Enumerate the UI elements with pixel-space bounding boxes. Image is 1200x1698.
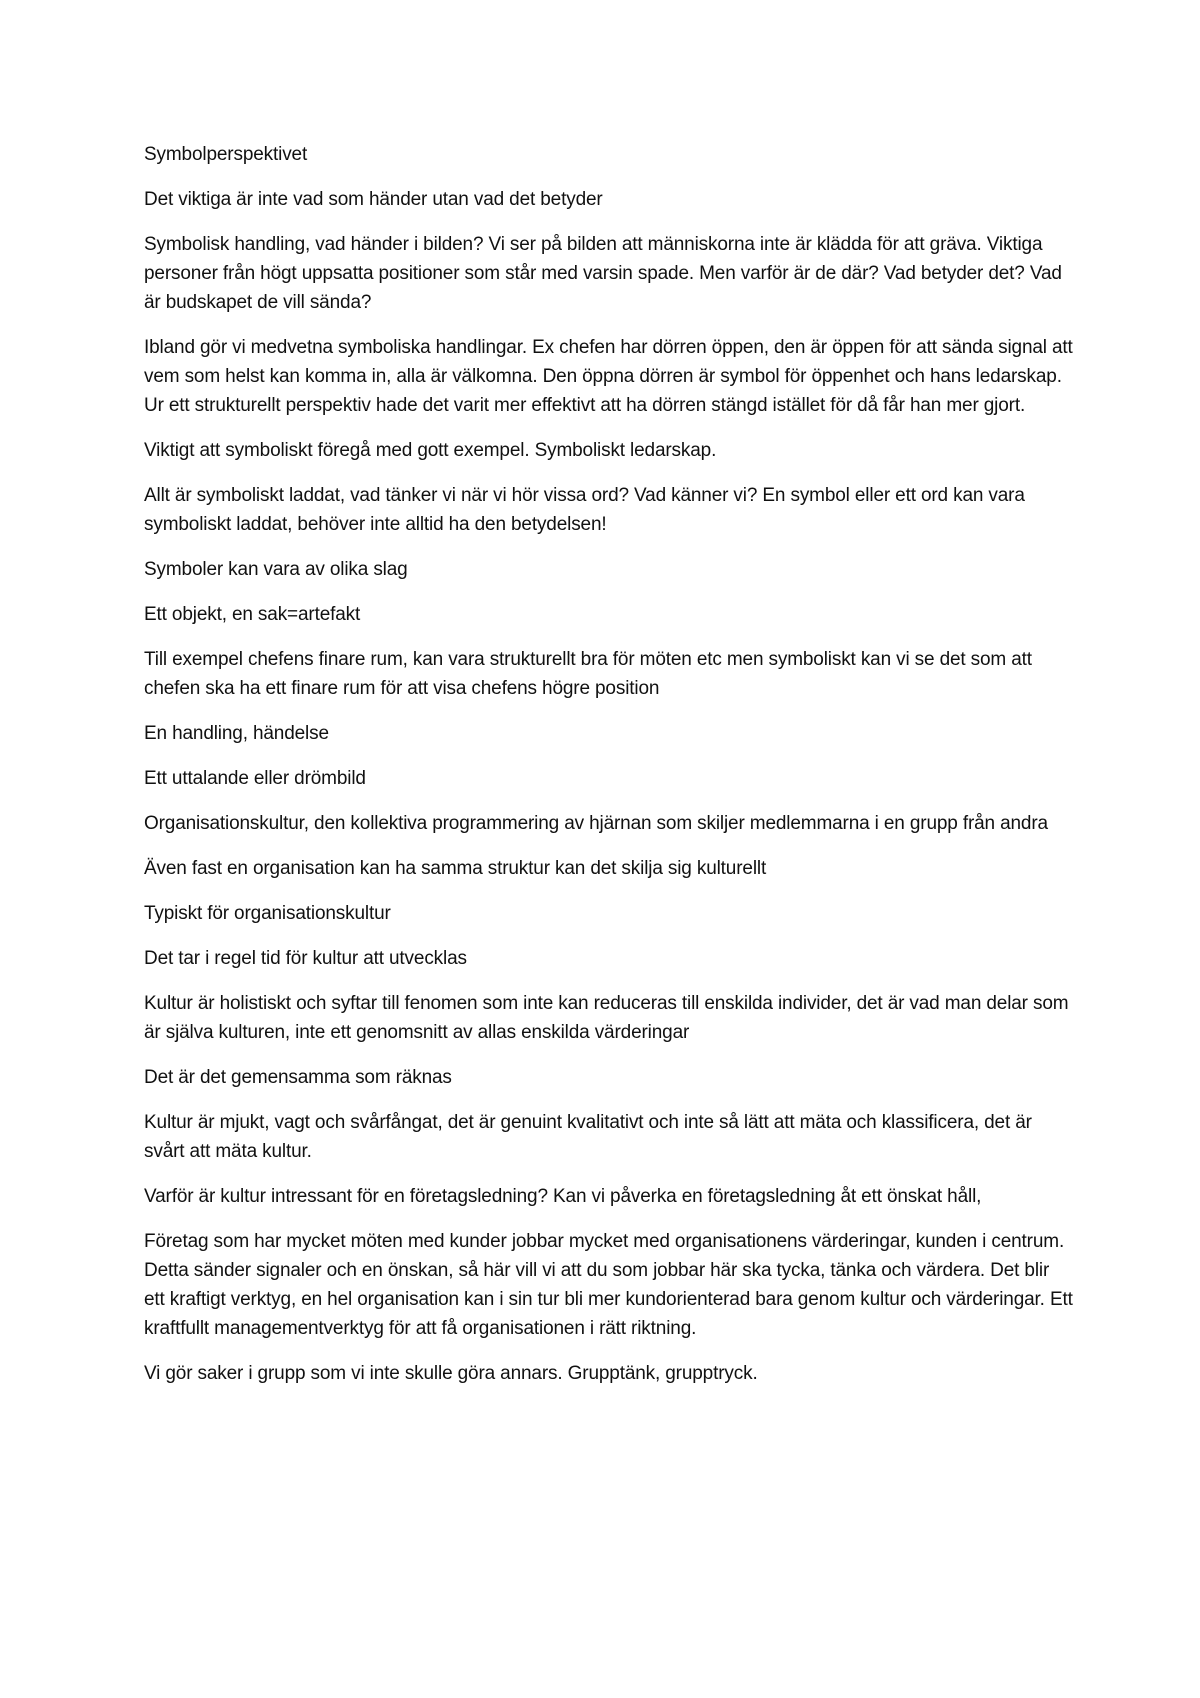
paragraph: Kultur är holistiskt och syftar till fenomen som inte kan reduceras till enskilda individer, det är vad man delar som är själva kulturen, inte ett genomsnitt av allas enskilda värderingar xyxy=(144,993,1069,1043)
paragraph: Det är det gemensamma som räknas xyxy=(144,1067,452,1088)
paragraph: Kultur är mjukt, vagt och svårfångat, det är genuint kvalitativt och inte så lätt att mäta och klassificera, det är svårt att mäta kultur. xyxy=(144,1112,1032,1162)
paragraph: Ett objekt, en sak=artefakt xyxy=(144,604,361,625)
document-body xyxy=(144,140,1074,1404)
paragraph: Organisationskultur, den kollektiva programmering av hjärnan som skiljer medlemmarna i en grupp från andra xyxy=(144,813,1048,834)
paragraph: Företag som har mycket möten med kunder jobbar mycket med organisationens värderingar, kunden i centrum. Detta sänder signaler och en önskan, så här vill vi att du som jobbar här ska tycka, tänka och värdera. Det blir ett kraftigt verktyg, en hel organisation kan i sin tur bli mer kundorienterad bara genom kultur och värderingar. Ett kraftfullt managementverktyg för att få organisationen i rätt riktning. xyxy=(144,1231,1073,1339)
paragraph: Ett uttalande eller drömbild xyxy=(144,768,366,789)
heading-symbolperspektivet: Symbolperspektivet xyxy=(144,144,308,165)
paragraph: Det viktiga är inte vad som händer utan vad det betyder xyxy=(144,189,603,210)
paragraph: Det tar i regel tid för kultur att utvecklas xyxy=(144,948,467,969)
paragraph: Symbolisk handling, vad händer i bilden? Vi ser på bilden att människorna inte är klädda för att gräva. Viktiga personer från högt uppsatta positioner som står med varsin spade. Men varför är de där? Vad betyder det? Vad är budskapet de vill sända? xyxy=(144,234,1062,313)
paragraph: Symboler kan vara av olika slag xyxy=(144,559,408,580)
paragraph: En handling, händelse xyxy=(144,723,329,744)
paragraph: Typiskt för organisationskultur xyxy=(144,903,391,924)
paragraph: Viktigt att symboliskt föregå med gott exempel. Symboliskt ledarskap. xyxy=(144,440,717,461)
paragraph: Vi gör saker i grupp som vi inte skulle göra annars. Grupptänk, grupptryck. xyxy=(144,1363,758,1384)
paragraph: Allt är symboliskt laddat, vad tänker vi när vi hör vissa ord? Vad känner vi? En symbol eller ett ord kan vara symboliskt laddat, behöver inte alltid ha den betydelsen! xyxy=(144,485,1025,535)
paragraph: Varför är kultur intressant för en företagsledning? Kan vi påverka en företagsledning åt ett önskat håll, xyxy=(144,1186,982,1207)
paragraph: Även fast en organisation kan ha samma struktur kan det skilja sig kulturellt xyxy=(144,858,767,879)
paragraph: Ibland gör vi medvetna symboliska handlingar. Ex chefen har dörren öppen, den är öppen för att sända signal att vem som helst kan komma in, alla är välkomna. Den öppna dörren är symbol för öppenhet och hans ledarskap. Ur ett strukturellt perspektiv hade det varit mer effektivt att ha dörren stängd istället för då får han mer gjort. xyxy=(144,337,1073,416)
paragraph: Till exempel chefens finare rum, kan vara strukturellt bra för möten etc men symboliskt kan vi se det som att chefen ska ha ett finare rum för att visa chefens högre position xyxy=(144,649,1032,699)
